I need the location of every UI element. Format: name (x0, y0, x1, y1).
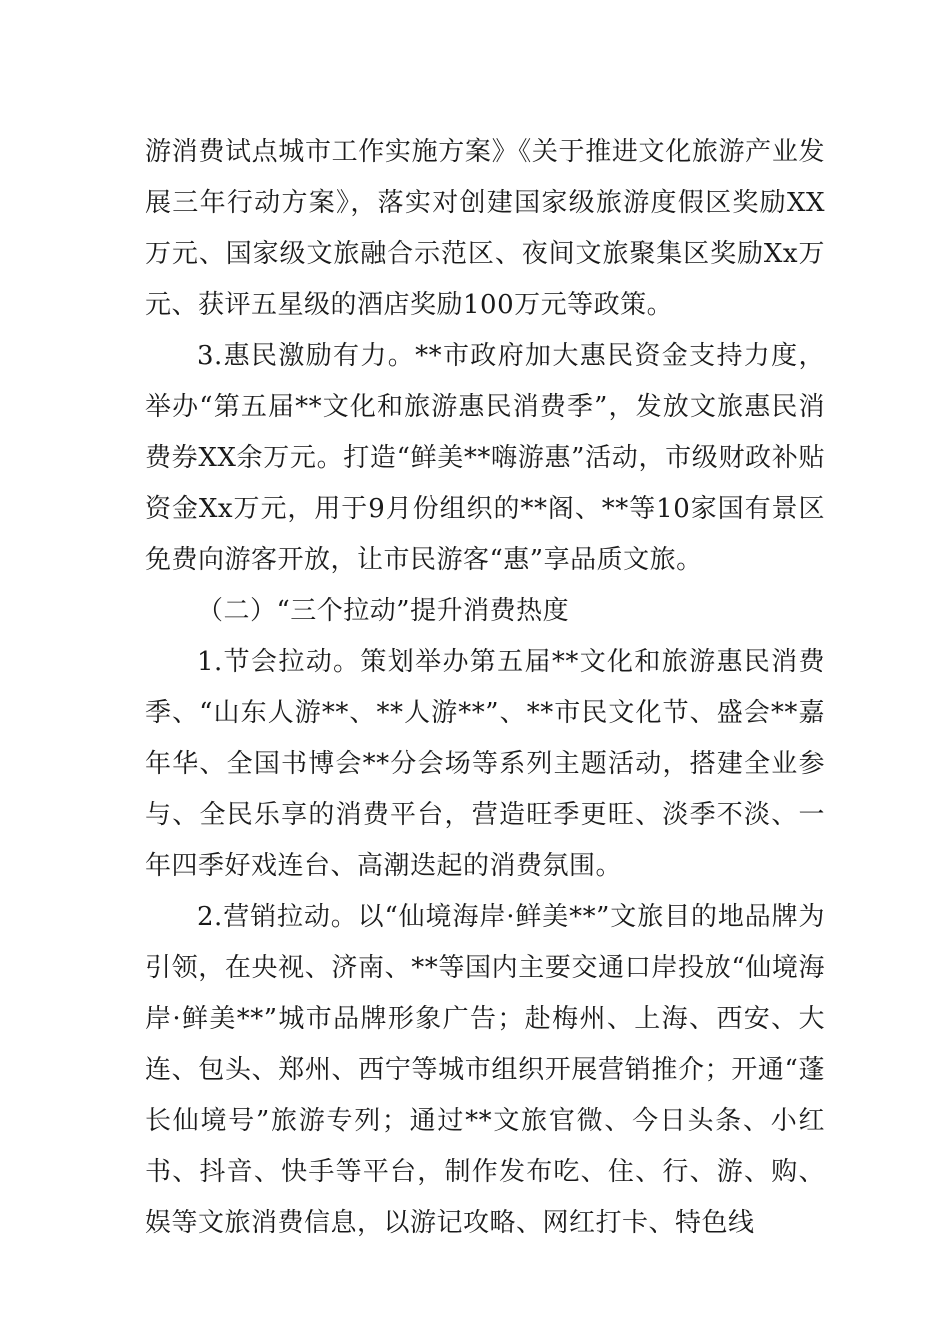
section-heading-three-drivers: （二）“三个拉动”提升消费热度 (197, 596, 570, 626)
document-body (145, 127, 825, 1249)
paragraph-benefit-incentives: 3.惠民激励有力。**市政府加大惠民资金支持力度，举办“第五届**文化和旅游惠民消费季”，发放文旅惠民消费券XX余万元。打造“鲜美**嗨游惠”活动，市级财政补贴资金Xx万元，用于9月份组织的**阁、**等10家国有景区免费向游客开放，让市民游客“惠”享品质文旅。 (145, 341, 825, 575)
paragraph-marketing-driver: 2.营销拉动。以“仙境海岸·鲜美**”文旅目的地品牌为引领，在央视、济南、**等国内主要交通口岸投放“仙境海岸·鲜美**”城市品牌形象广告；赴梅州、上海、西安、大连、包头、郑州、西宁等城市组织开展营销推介；开通“蓬长仙境号”旅游专列；通过**文旅官微、今日头条、小红书、抖音、快手等平台，制作发布吃、住、行、游、购、娱等文旅消费信息，以游记攻略、网红打卡、特色线 (145, 902, 825, 1238)
paragraph-policy-continuation: 游消费试点城市工作实施方案》《关于推进文化旅游产业发展三年行动方案》，落实对创建国家级旅游度假区奖励XX万元、国家级文旅融合示范区、夜间文旅聚集区奖励Xx万元、获评五星级的酒店奖励100万元等政策。 (145, 137, 825, 320)
paragraph-festival-driver: 1.节会拉动。策划举办第五届**文化和旅游惠民消费季、“山东人游**、**人游**”、**市民文化节、盛会**嘉年华、全国书博会**分会场等系列主题活动，搭建全业参与、全民乐享的消费平台，营造旺季更旺、淡季不淡、一年四季好戏连台、高潮迭起的消费氛围。 (145, 647, 825, 881)
